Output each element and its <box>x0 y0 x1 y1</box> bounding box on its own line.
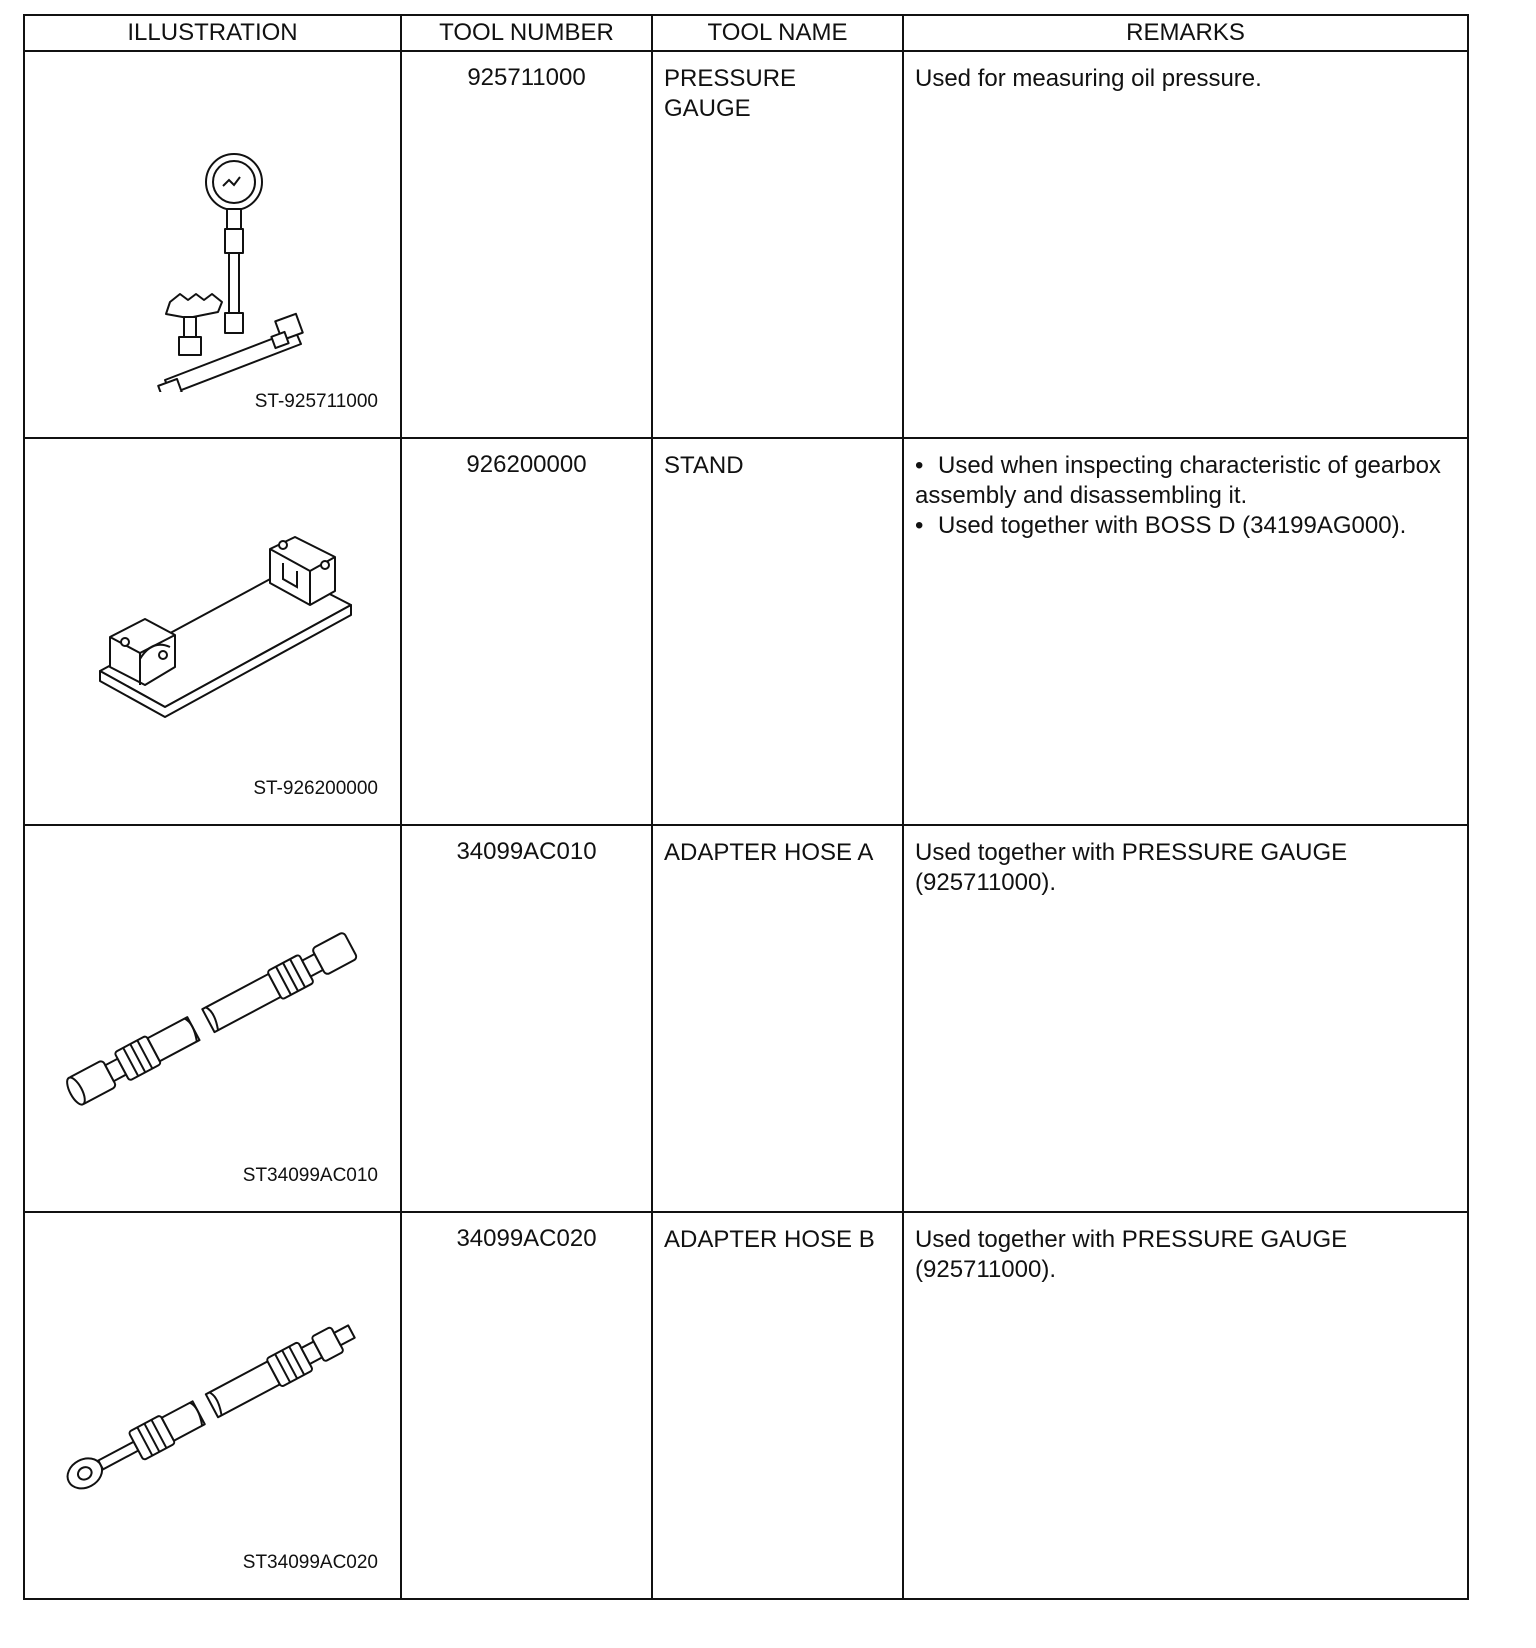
remarks <box>903 438 1468 825</box>
remark-bullet-item: • Used together with BOSS D (34199AG000). <box>915 512 1407 539</box>
tool-name: ADAPTER HOSE B <box>652 1212 903 1599</box>
illustration-code: ST-926200000 <box>253 778 378 799</box>
remarks <box>903 1212 1468 1599</box>
header-remarks: REMARKS <box>903 15 1468 51</box>
table-row <box>24 1212 1468 1599</box>
tool-number: 34099AC020 <box>401 1212 652 1599</box>
table-row <box>24 438 1468 825</box>
remark-text: Used together with PRESSURE GAUGE (925711000). <box>915 1226 1348 1283</box>
remark-text: Used for measuring oil pressure. <box>915 65 1262 92</box>
remark-text: Used when inspecting characteristic of gearbox assembly and disassembling it. <box>915 452 1441 509</box>
table-row <box>24 51 1468 438</box>
remarks <box>903 51 1468 438</box>
header-row <box>24 15 1468 51</box>
remark-bullet-item: • Used when inspecting characteristic of gearbox assembly and disassembling it. <box>915 452 1441 509</box>
illustration-cell <box>24 438 401 825</box>
header-tool-name: TOOL NAME <box>652 15 903 51</box>
adapter-hose-a-icon <box>45 846 375 1166</box>
header-tool-number: TOOL NUMBER <box>401 15 652 51</box>
illustration-cell <box>24 1212 401 1599</box>
tool-number: 925711000 <box>401 51 652 438</box>
remark-text: Used together with PRESSURE GAUGE (925711000). <box>915 839 1348 896</box>
adapter-hose-b-icon <box>45 1233 375 1553</box>
illustration-code: ST-925711000 <box>254 391 378 412</box>
pressure-gauge-icon <box>45 72 375 392</box>
remarks <box>903 825 1468 1212</box>
tool-name: STAND <box>652 438 903 825</box>
stand-icon <box>45 459 375 779</box>
table-row <box>24 825 1468 1212</box>
remark-text: Used together with BOSS D (34199AG000). <box>938 512 1407 539</box>
tool-name: ADAPTER HOSE A <box>652 825 903 1212</box>
tool-number: 34099AC010 <box>401 825 652 1212</box>
special-tools-table <box>23 14 1469 1600</box>
header-illustration: ILLUSTRATION <box>24 15 401 51</box>
illustration-code: ST34099AC020 <box>242 1552 378 1573</box>
tool-number: 926200000 <box>401 438 652 825</box>
illustration-cell <box>24 51 401 438</box>
illustration-cell <box>24 825 401 1212</box>
tool-name: PRESSURE GAUGE <box>652 51 903 438</box>
illustration-code: ST34099AC010 <box>242 1165 378 1186</box>
